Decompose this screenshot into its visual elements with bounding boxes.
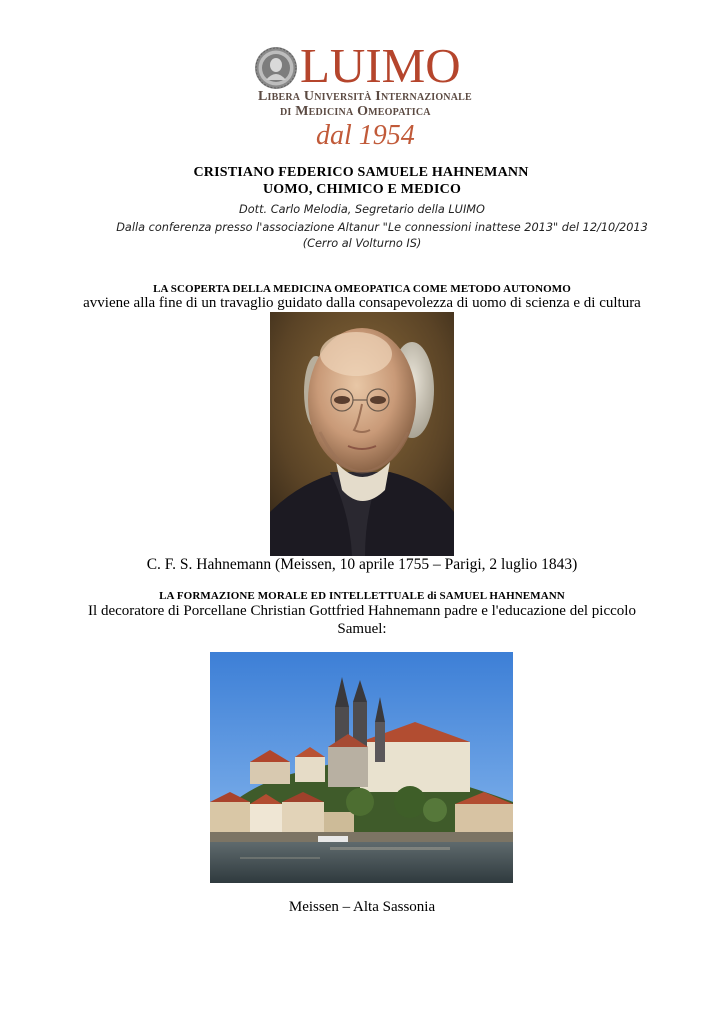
section-heading-formation: LA FORMAZIONE MORALE ED INTELLETTUALE di SAMUEL HAHNEMANN <box>159 590 565 602</box>
document-title: CRISTIANO FEDERICO SAMUELE HAHNEMANN <box>193 165 529 180</box>
meissen-caption: Meissen – Alta Sassonia <box>288 899 436 915</box>
hahnemann-portrait-image <box>270 312 454 556</box>
meissen-castle-photo <box>210 652 513 883</box>
author-line: Dott. Carlo Melodia, Segretario della LUIMO <box>239 203 485 216</box>
section-heading-discovery: LA SCOPERTA DELLA MEDICINA OMEOPATICA COME METODO AUTONOMO <box>153 283 571 295</box>
seal-emblem-icon <box>254 46 298 90</box>
section-text-formation-line2: Samuel: <box>337 621 387 637</box>
section-text-formation-line1: Il decoratore di Porcellane Christian Gottfried Hahnemann padre e l'educazione del piccolo <box>88 603 636 619</box>
logo-since: dal 1954 <box>316 120 415 151</box>
logo-medicine-line: di Medicina Omeopatica <box>280 104 431 119</box>
section-text-discovery: avviene alla fine di un travaglio guidato dalla consapevolezza di uomo di scienza e di cultura <box>83 295 641 311</box>
luimo-logo <box>250 38 480 152</box>
conference-line: Dalla conferenza presso l'associazione Altanur "Le connessioni inattese 2013" del 12/10/2013 <box>116 221 648 234</box>
portrait-caption: C. F. S. Hahnemann (Meissen, 10 aprile 1755 – Parigi, 2 luglio 1843) <box>146 556 578 573</box>
logo-wordmark: LUIMO <box>300 38 461 93</box>
document-subtitle: UOMO, CHIMICO E MEDICO <box>262 182 462 197</box>
conference-location: (Cerro al Volturno IS) <box>302 237 422 250</box>
logo-university-line: Libera Università Internazionale <box>258 89 472 104</box>
